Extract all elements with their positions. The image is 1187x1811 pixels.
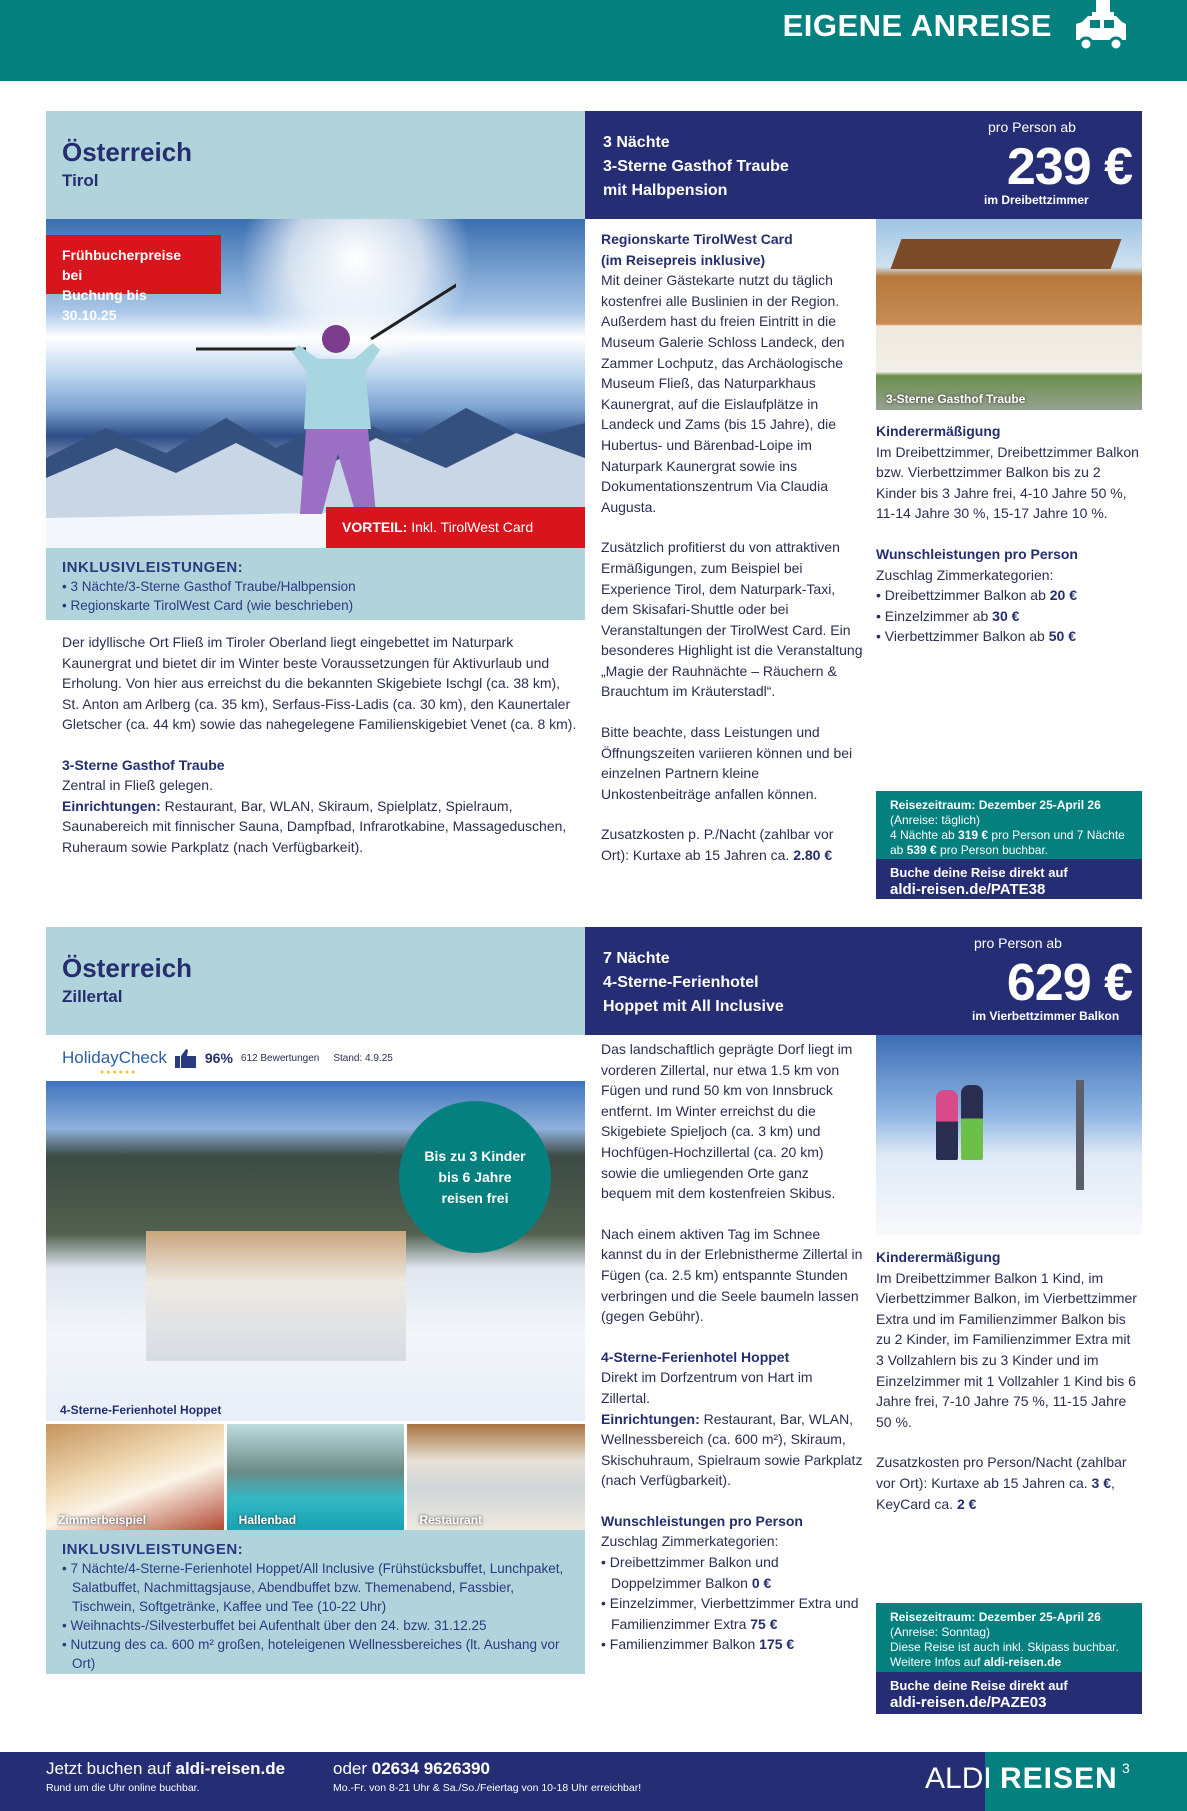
hotel-title: 3-Sterne Gasthof Traube bbox=[62, 756, 225, 773]
extra-costs-text: , KeyCard ca. bbox=[876, 1474, 1115, 1512]
option-label: Einzelzimmer ab bbox=[884, 607, 993, 624]
booking-link-box[interactable] bbox=[876, 859, 1142, 899]
region-title: Tirol bbox=[62, 171, 99, 190]
offer-line: 7 Nächte bbox=[603, 950, 670, 967]
option-item: • Dreibettzimmer Balkon ab 20 € bbox=[876, 587, 1077, 604]
alt-durations bbox=[890, 828, 1128, 858]
option-item: • Familienzimmer Balkon 175 € bbox=[601, 1636, 795, 1653]
options-subtitle: Zuschlag Zimmerkategorien: bbox=[601, 1533, 779, 1550]
photo-caption: 4-Sterne-Ferienhotel Hoppet bbox=[60, 1403, 222, 1417]
option-price: 30 € bbox=[992, 607, 1020, 624]
offer-line: mit Halbpension bbox=[603, 182, 728, 199]
extra-costs-value: 3 € bbox=[1091, 1474, 1112, 1491]
offer-line: 3 Nächte bbox=[603, 134, 670, 151]
option-label: Einzelzimmer, Vierbettzimmer Extra und Familienzimmer Extra bbox=[609, 1595, 859, 1632]
country-title: Österreich bbox=[62, 137, 193, 167]
facilities-text: Restaurant, Bar, WLAN, Wellnessbereich (ca. 600 m²), Skiraum, Skischuhraum, Spielraum sowie Parkplatz (nach Verfügbarkeit). bbox=[601, 1410, 863, 1489]
hotel-building bbox=[146, 1231, 406, 1361]
page-number: 3 bbox=[1122, 1760, 1130, 1776]
brand-name: HolidayCheck bbox=[62, 1048, 167, 1067]
offer-line: 4-Sterne-Ferienhotel bbox=[603, 974, 759, 991]
alt-price: 319 € bbox=[958, 828, 989, 842]
room-photo bbox=[46, 1424, 224, 1530]
country-title: Österreich bbox=[62, 953, 193, 983]
footer bbox=[0, 1752, 1187, 1811]
alt-price: 539 € bbox=[906, 843, 937, 857]
card-extra-text: Zusätzlich profitierst du von attraktiven Ermäßigungen, zum Beispiel bei Experience Tirol, dem Naturpark-Taxi, dem Skisafari-Shuttle oder bei Veranstaltungen der TirolWest Card. Ein besonderes Highlight ist die Veranstaltung „Magie der Rauhnächte – Räuchern & Brauchtum im Kräuterstadl“. bbox=[601, 539, 863, 700]
option-label: Familienzimmer Balkon bbox=[609, 1636, 760, 1653]
restaurant-photo bbox=[407, 1424, 585, 1530]
top-banner bbox=[0, 0, 1187, 81]
inclusive-item: • 3 Nächte/3-Sterne Gasthof Traube/Halbpension bbox=[62, 579, 356, 594]
option-item: • Einzelzimmer ab 30 € bbox=[876, 607, 1020, 624]
inclusive-title: INKLUSIVLEISTUNGEN: bbox=[62, 1541, 244, 1558]
rating-date: Stand: 4.9.25 bbox=[333, 1052, 393, 1064]
destination-header bbox=[46, 111, 585, 219]
price-room-type: im Vierbettzimmer Balkon bbox=[972, 1009, 1120, 1023]
booking-url[interactable]: aldi-reisen.de/PATE38 bbox=[890, 881, 1046, 898]
inclusive-services bbox=[46, 548, 585, 620]
extra-costs-text: Zusatzkosten p. P./Nacht (zahlbar vor Ort): Kurtaxe ab 15 Jahren ca. bbox=[601, 826, 834, 864]
offer-tirol bbox=[46, 111, 1142, 898]
early-booking-line: Buchung bis 30.10.25 bbox=[62, 287, 147, 323]
travel-period-box bbox=[876, 1603, 1142, 1672]
thumbs-up-icon bbox=[175, 1048, 197, 1068]
price-prefix: pro Person ab bbox=[988, 119, 1076, 135]
price-room-type: im Dreibettzimmer bbox=[984, 193, 1089, 207]
inclusive-item: • Weihnachts-/Silvesterbuffet bei Aufenthalt über den 24. bzw. 31.12.25 bbox=[62, 1618, 487, 1633]
offer-title bbox=[603, 947, 784, 1019]
price: 239 € bbox=[1006, 138, 1132, 196]
skier-figure bbox=[196, 269, 456, 529]
card-note: Bitte beachte, dass Leistungen und Öffnungszeiten variieren können und bei einzelnen Partnern kleine Unkostenbeiträge anfallen können. bbox=[601, 724, 853, 802]
option-label: Dreibettzimmer Balkon ab bbox=[884, 587, 1050, 604]
photo-caption: 3-Sterne Gasthof Traube bbox=[886, 392, 1026, 406]
offer-title bbox=[603, 131, 789, 203]
hotel-facilities bbox=[62, 796, 577, 858]
online-booking-link[interactable]: aldi-reisen.de bbox=[175, 1759, 286, 1778]
inclusive-title: INKLUSIVLEISTUNGEN: bbox=[62, 559, 244, 576]
hotel-facilities bbox=[601, 1409, 863, 1491]
ski-lift-pole bbox=[1076, 1080, 1084, 1190]
destination-description bbox=[601, 1039, 863, 1655]
offer-line: 3-Sterne Gasthof Traube bbox=[603, 158, 789, 175]
extra-costs-text: Zusatzkosten pro Person/Nacht (zahlbar vor Ort): Kurtaxe ab 15 Jahren ca. bbox=[876, 1454, 1127, 1491]
alt-text: pro Person und 7 Nächte ab bbox=[890, 828, 1125, 857]
offer-zillertal bbox=[46, 927, 1142, 1717]
option-price: 0 € bbox=[751, 1574, 772, 1591]
photo-caption: Hallenbad bbox=[238, 1513, 297, 1527]
holidaycheck-rating bbox=[62, 1047, 393, 1076]
online-booking-text: Jetzt buchen auf bbox=[46, 1759, 176, 1778]
phone-number[interactable]: 02634 9626390 bbox=[371, 1759, 490, 1778]
inclusive-item: • 7 Nächte/4-Sterne-Ferienhotel Hoppet/All Inclusive (Frühstücksbuffet, Lunchpaket, Salatbuffet, Nachmittagsjause, Abendbuffet bzw. Themenabend, Fassbier, Tischwein, Softgetränke, Kaffee und Tee (10-22 Uhr) bbox=[62, 1561, 564, 1614]
kids-discount-text: Im Dreibettzimmer Balkon 1 Kind, im Vierbettzimmer Balkon, im Vierbettzimmer Extra und im Familienzimmer Balkon bis zu 2 Kinder, im Familienzimmer Extra mit 3 Vollzahlern bis zu 3 Kinder und im Einzelzimmer mit 1 Vollzahler 1 Kind bis 6 Jahre frei, 7-10 Jahre 75 %, 11-15 Jahre 50 %. bbox=[876, 1269, 1137, 1430]
region-title: Zillertal bbox=[62, 987, 123, 1006]
more-info bbox=[890, 1655, 1128, 1670]
inclusive-item-text: 3 Nächte/3-Sterne Gasthof Traube/Halbpension bbox=[70, 579, 356, 594]
option-item: • Einzelzimmer, Vierbettzimmer Extra und Familienzimmer Extra 75 € bbox=[601, 1595, 859, 1632]
rating-percent: 96% bbox=[204, 1050, 233, 1066]
booking-url[interactable]: aldi-reisen.de/PAZE03 bbox=[890, 1694, 1047, 1711]
badge-line: bis 6 Jahre bbox=[438, 1168, 512, 1185]
inclusive-item: • Nutzung des ca. 600 m² großen, hoteleigenen Wellnessbereiches (lt. Aushang vor Ort) bbox=[62, 1637, 560, 1671]
advantage-badge bbox=[326, 507, 585, 548]
kids-discount-text: Im Dreibettzimmer, Dreibettzimmer Balkon bzw. Vierbettzimmer Balkon bis zu 2 Kinder bis 3 Jahre frei, 4-10 Jahre 50 %, 11-14 Jahre 30 %, 15-17 Jahre 10 %. bbox=[876, 443, 1139, 522]
badge-line: reisen frei bbox=[441, 1189, 509, 1206]
skier-photo bbox=[46, 219, 585, 548]
region-card-info bbox=[601, 229, 863, 866]
brand-aldi: ALDI bbox=[925, 1762, 992, 1795]
inclusive-item-text: Nutzung des ca. 600 m² großen, hoteleigenen Wellnessbereiches (lt. Aushang vor Ort) bbox=[70, 1637, 560, 1671]
phone-booking bbox=[333, 1759, 490, 1779]
extra-costs-value: 2 € bbox=[956, 1495, 977, 1512]
description-text: Das landschaftlich geprägte Dorf liegt im vorderen Zillertal, nur etwa 1.5 km von Fügen und rund 50 km von Innsbruck entfernt. Im Winter erreichst du die Skigebiete Spieljoch (ca. 3 km) und Hochfügen-Hochzillertal (ca. 20 km) sowie die umliegenden Orte ganz bequem mit dem kostenfreien Skibus. bbox=[601, 1041, 853, 1202]
travel-period-box bbox=[876, 791, 1142, 859]
facilities-label: Einrichtungen: bbox=[62, 797, 161, 814]
car-with-luggage-icon bbox=[1070, 0, 1132, 56]
phone-hours: Mo.-Fr. von 8-21 Uhr & Sa./So./Feiertag von 10-18 Uhr erreichbar! bbox=[333, 1782, 642, 1794]
review-count: 612 Bewertungen bbox=[240, 1052, 320, 1064]
pool-photo bbox=[227, 1424, 405, 1530]
travel-period: Reisezeitraum: Dezember 25-April 26 bbox=[890, 798, 1101, 812]
description-text: Nach einem aktiven Tag im Schnee kannst du in der Erlebnistherme Zillertal in Fügen (ca. 2.5 km) entspannte Stunden verbringen und die Seele baumeln lassen (gegen Gebühr). bbox=[601, 1225, 863, 1325]
option-item: • Dreibettzimmer Balkon und Doppelzimmer Balkon 0 € bbox=[601, 1554, 779, 1591]
options-title: Wunschleistungen pro Person bbox=[601, 1512, 803, 1529]
kids-discount-title: Kinderermäßigung bbox=[876, 423, 1001, 439]
option-label: Vierbettzimmer Balkon ab bbox=[884, 628, 1049, 645]
online-booking bbox=[46, 1759, 285, 1779]
hotel-location: Zentral in Fließ gelegen. bbox=[62, 777, 213, 793]
option-price: 20 € bbox=[1049, 587, 1077, 604]
option-price: 75 € bbox=[750, 1615, 778, 1632]
option-label: Dreibettzimmer Balkon und Doppelzimmer Balkon bbox=[609, 1554, 779, 1591]
options-title: Wunschleistungen pro Person bbox=[876, 545, 1078, 562]
photo-thumbnails bbox=[46, 1424, 585, 1530]
alt-text: pro Person buchbar. bbox=[936, 843, 1049, 857]
travel-period: Reisezeitraum: Dezember 25-April 26 bbox=[890, 1610, 1101, 1624]
early-booking-line: Frühbucherpreise bei bbox=[62, 247, 182, 283]
facilities-label: Einrichtungen: bbox=[601, 1410, 700, 1427]
offer-line: Hoppet mit All Inclusive bbox=[603, 998, 784, 1015]
brand-reisen: REISEN bbox=[1000, 1762, 1118, 1795]
booking-link-box[interactable] bbox=[876, 1672, 1142, 1714]
more-info-text: Weitere Infos auf bbox=[890, 1655, 984, 1669]
inclusive-services bbox=[46, 1530, 585, 1674]
price-prefix: pro Person ab bbox=[974, 935, 1062, 951]
extra-costs bbox=[876, 1452, 1142, 1514]
arrival-info: (Anreise: täglich) bbox=[890, 813, 981, 827]
facilities-text: Restaurant, Bar, WLAN, Skiraum, Spielplatz, Spielraum, Saunabereich mit finnischer Sauna, Dampfbad, Infrarotkabine, Massageduschen, Ruheraum sowie Parkplatz (nach Verfügbarkeit). bbox=[62, 797, 567, 855]
advantage-text: Inkl. TirolWest Card bbox=[407, 519, 534, 535]
early-booking-badge bbox=[46, 235, 221, 323]
hotel-photo bbox=[876, 219, 1142, 410]
extra-costs bbox=[601, 824, 863, 865]
offer-header bbox=[585, 111, 1142, 219]
description-text: Der idyllische Ort Fließ im Tiroler Oberland liegt eingebettet im Naturpark Kaunergrat und bietet dir im Winter beste Voraussetzungen für Aktivurlaub und Erholung. Von hier aus erreichst du die bekannten Skigebiete Ischgl (ca. 38 km), St. Anton am Arlberg (ca. 35 km), Serfaus-Fiss-Ladis (ca. 30 km), den Kaunertaler Gletscher (ca. 44 km) sowie das nahegelegene Familienskigebiet Venet (ca. 8 km). bbox=[62, 634, 577, 732]
inclusive-item: • Regionskarte TirolWest Card (wie beschrieben) bbox=[62, 598, 354, 613]
hotel-title: 4-Sterne-Ferienhotel Hoppet bbox=[601, 1348, 790, 1365]
more-info-link[interactable]: aldi-reisen.de bbox=[983, 1655, 1062, 1669]
rating-dots: ●●●●●● bbox=[100, 1069, 138, 1076]
kids-and-costs bbox=[876, 1247, 1142, 1514]
skipass-note: Diese Reise ist auch inkl. Skipass buchbar. bbox=[890, 1640, 1119, 1654]
phone-prefix: oder bbox=[333, 1759, 372, 1778]
option-price: 50 € bbox=[1048, 628, 1076, 645]
booking-label: Buche deine Reise direkt auf bbox=[890, 1678, 1068, 1693]
destination-header bbox=[46, 927, 585, 1035]
destination-description bbox=[62, 632, 577, 857]
roof-shape bbox=[891, 239, 1122, 269]
inclusive-item-text: Weihnachts-/Silvesterbuffet bei Aufenthalt über den 24. bzw. 31.12.25 bbox=[70, 1618, 487, 1633]
kids-and-options bbox=[876, 421, 1142, 647]
card-title: Regionskarte TirolWest Card bbox=[601, 231, 793, 247]
skiers-photo bbox=[876, 1035, 1142, 1235]
skier-figure bbox=[961, 1085, 983, 1160]
photo-caption: Zimmerbeispiel bbox=[58, 1513, 147, 1527]
photo-caption: Restaurant bbox=[419, 1513, 483, 1527]
option-item: • Vierbettzimmer Balkon ab 50 € bbox=[876, 628, 1076, 645]
skier-figure bbox=[936, 1090, 958, 1160]
option-price: 175 € bbox=[759, 1636, 795, 1653]
extra-costs-value: 2.80 € bbox=[793, 847, 833, 864]
inclusive-item-text: Regionskarte TirolWest Card (wie beschrieben) bbox=[70, 598, 354, 613]
kids-discount-title: Kinderermäßigung bbox=[876, 1249, 1001, 1265]
booking-label: Buche deine Reise direkt auf bbox=[890, 865, 1068, 880]
price: 629 € bbox=[1006, 954, 1132, 1012]
badge-line: Bis zu 3 Kinder bbox=[424, 1147, 526, 1164]
arrival-info: (Anreise: Sonntag) bbox=[890, 1625, 991, 1639]
offer-header bbox=[585, 927, 1142, 1035]
hotel-location: Direkt im Dorfzentrum von Hart im Zillertal. bbox=[601, 1369, 813, 1406]
inclusive-item-text: 7 Nächte/4-Sterne-Ferienhotel Hoppet/All Inclusive (Frühstücksbuffet, Lunchpaket, Salatbuffet, Nachmittagsjause, Abendbuffet bzw. Themenabend, Fassbier, Tischwein, Softgetränke, Kaffee und Tee (10-22 Uhr) bbox=[70, 1561, 564, 1614]
options-subtitle: Zuschlag Zimmerkategorien: bbox=[876, 566, 1054, 583]
holidaycheck-logo bbox=[62, 1048, 167, 1076]
kids-free-badge bbox=[399, 1101, 551, 1253]
alt-text: 4 Nächte ab bbox=[890, 828, 959, 842]
advantage-label: VORTEIL: bbox=[342, 519, 408, 535]
card-text: Mit deiner Gästekarte nutzt du täglich kostenfrei alle Buslinien in der Region. Außerdem hast du freien Eintritt in die Museum Galerie Schloss Landeck, den Zammer Lochputz, das Archäologische Museum Fließ, das Naturparkhaus Kaunergrat, auf die Eislaufplätze in Landeck und Zams (bis 15 Jahre), die Hubertus- und Bärenbad-Loipe im Naturpark Kaunergrat sowie ins Dokumentationszentrum Via Claudia Augusta. bbox=[601, 272, 845, 515]
card-subtitle: (im Reisepreis inklusive) bbox=[601, 251, 766, 268]
online-booking-note: Rund um die Uhr online buchbar. bbox=[46, 1782, 200, 1794]
page-category-title: EIGENE ANREISE bbox=[782, 8, 1052, 43]
